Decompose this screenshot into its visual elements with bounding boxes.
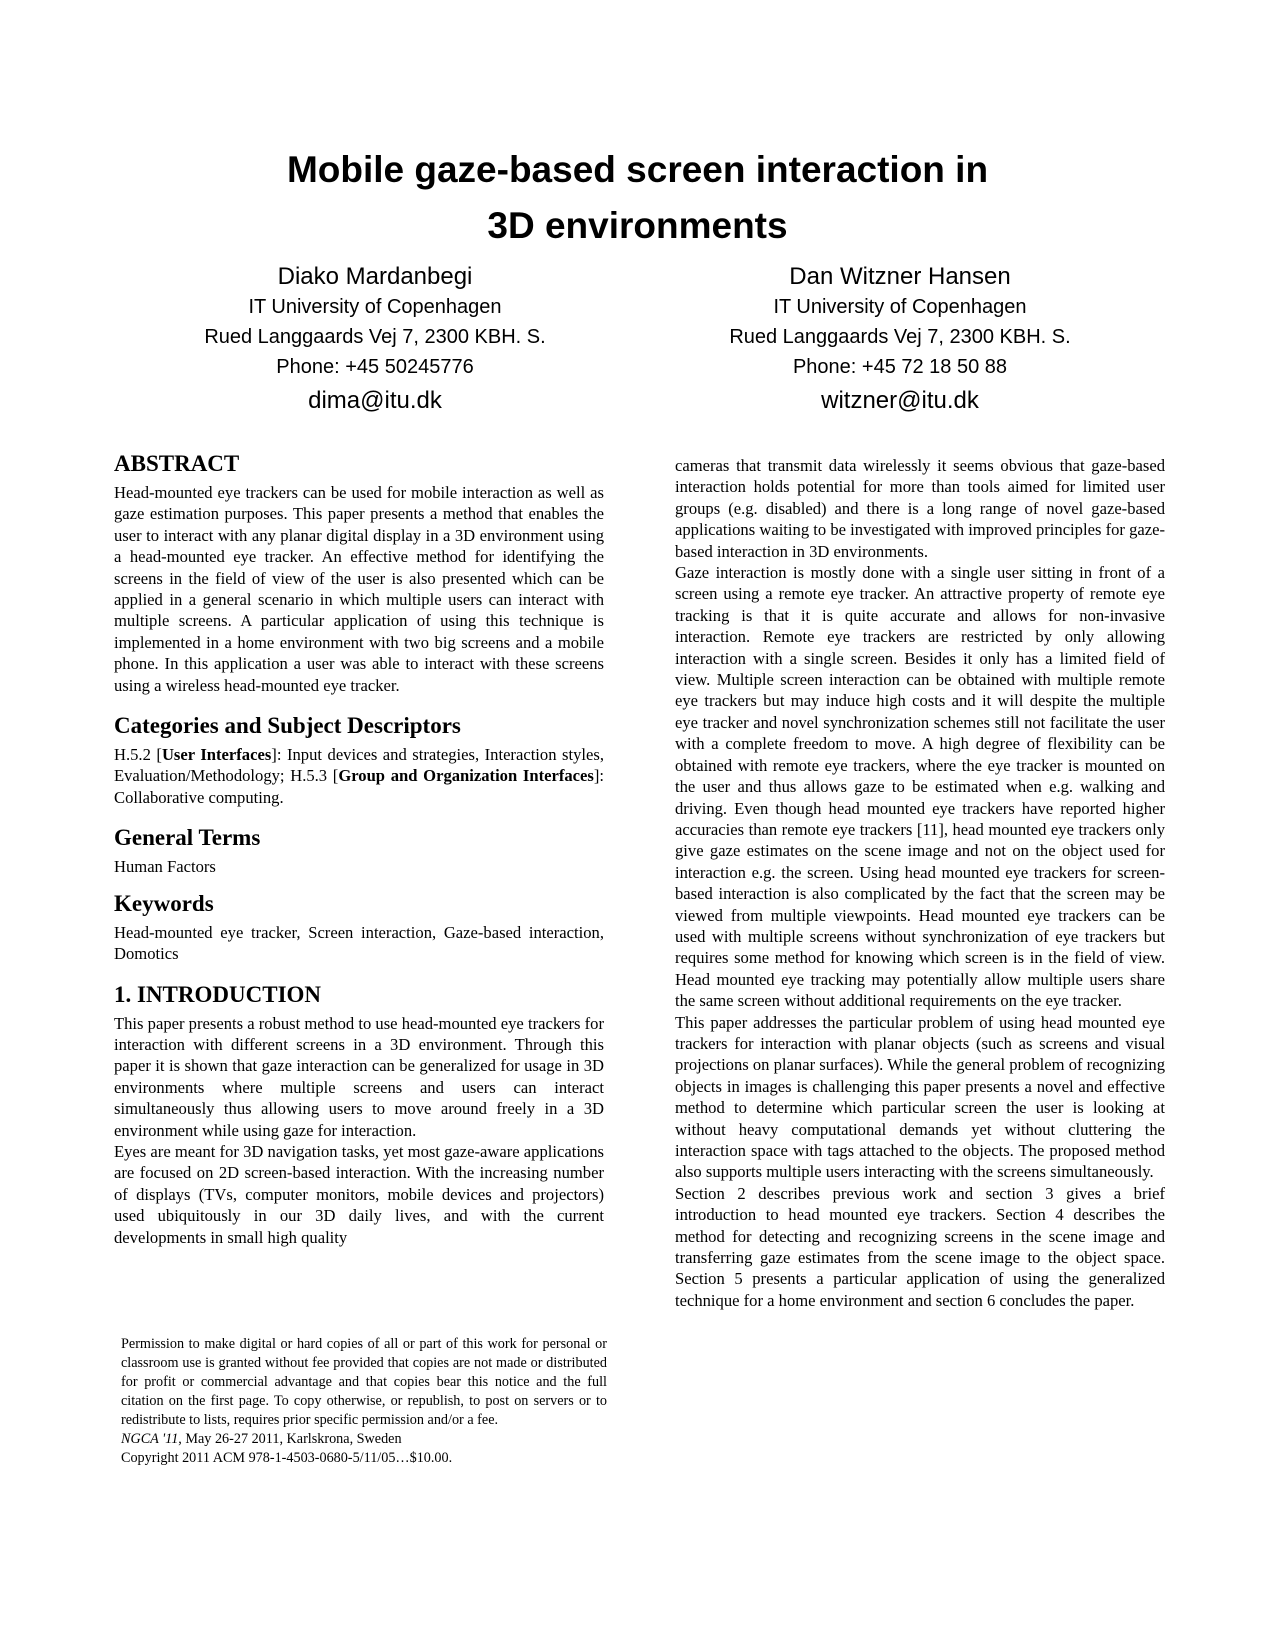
author-phone: Phone: +45 50245776 <box>276 356 474 378</box>
title-line-2: 3D environments <box>487 205 788 246</box>
permission-notice <box>121 1335 607 1468</box>
abstract-heading: ABSTRACT <box>114 451 240 476</box>
keywords-text: Head-mounted eye tracker, Screen interaction, Gaze-based interaction, Domotics <box>114 922 604 964</box>
body-paragraph: cameras that transmit data wirelessly it seems obvious that gaze-based interaction holds potential for more than tools aimed for limited user groups (e.g. disabled) and there is a long range of novel gaze-based applications waiting to be investigated with improved principles for gaze-based interaction in 3D environments. <box>675 456 1165 561</box>
categories-section <box>114 712 604 808</box>
keywords-heading: Keywords <box>114 890 214 916</box>
author-affiliation: IT University of Copenhagen <box>248 296 502 318</box>
ccs-bold-1: User Interfaces <box>161 745 272 765</box>
author-name: Dan Witzner Hansen <box>789 263 1011 290</box>
body-paragraph: Gaze interaction is mostly done with a single user sitting in front of a screen using a remote eye tracker. An attractive property of remote eye tracking is that it is quite accurate and allows for non-invasive interaction. Remote eye trackers are restricted by only allowing interaction with a single screen. Besides it only has a limited field of view. Multiple screen interaction can be obtained with multiple remote eye trackers but may induce high costs and it will despite the multiple eye tracker and novel synchronization schemes still not facilitate the user with a complete freedom to move. A high degree of flexibility can be obtained with remote eye trackers, where the eye tracker is mounted on the user and thus allows gaze to be estimated when e.g. walking and driving. Even though head mounted eye trackers have reported higher accuracies than remote eye trackers [11], head mounted eye trackers only give gaze estimates on the scene image and not on the object used for interaction e.g. the screen. Using head mounted eye trackers for screen-based interaction is also complicated by the fact that the screen may be viewed from multiple viewpoints. Head mounted eye trackers can be used with multiple screens without synchronization of eye trackers but requires some method for knowing which screen is in the field of view. Head mounted eye tracking may potentially allow multiple users share the same screen without additional requirements on the eye tracker. <box>675 563 1165 1011</box>
introduction-paragraph: This paper presents a robust method to use head-mounted eye trackers for interaction with different screens in a 3D environment. Through this paper it is shown that gaze interaction can be generalized for usage in 3D environments where multiple screens and users can interact simultaneously thus allowing users to move around freely in a 3D environment while using gaze for interaction. <box>114 1013 604 1140</box>
left-column <box>114 450 604 1264</box>
author-address: Rued Langgaards Vej 7, 2300 KBH. S. <box>729 326 1071 348</box>
paper-title <box>0 142 1275 254</box>
author-address: Rued Langgaards Vej 7, 2300 KBH. S. <box>204 326 546 348</box>
author-name: Diako Mardanbegi <box>277 263 473 290</box>
categories-text <box>114 744 604 808</box>
general-terms-section <box>114 824 604 877</box>
title-line-1: Mobile gaze-based screen interaction in <box>286 149 989 190</box>
venue-name: NGCA '11 <box>121 1431 179 1447</box>
author-email: witzner@itu.dk <box>821 387 979 414</box>
introduction-heading: 1. INTRODUCTION <box>114 981 322 1007</box>
author-block-2 <box>650 262 1150 418</box>
copyright-line: Copyright 2011 ACM 978-1-4503-0680-5/11/05…$10.00. <box>121 1450 453 1466</box>
introduction-paragraph: Eyes are meant for 3D navigation tasks, yet most gaze-aware applications are focused on 2D screen-based interaction. With the increasing number of displays (TVs, computer monitors, mobile devices and projectors) used ubiquitously in our 3D daily lives, and with the current developments in small high quality <box>114 1141 604 1247</box>
permission-text: Permission to make digital or hard copies of all or part of this work for personal or classroom use is granted without fee provided that copies are not made or distributed for profit or commercial advantage and that copies bear this notice and the full citation on the first page. To copy otherwise, or republish, to post on servers or to redistribute to lists, requires prior specific permission and/or a fee. <box>121 1336 607 1428</box>
abstract-section <box>114 450 604 696</box>
author-affiliation: IT University of Copenhagen <box>773 296 1027 318</box>
categories-heading: Categories and Subject Descriptors <box>114 713 461 739</box>
ccs-code: H.5.2 [ <box>114 745 162 765</box>
body-paragraph: Section 2 describes previous work and section 3 gives a brief introduction to head mounted eye trackers. Section 4 describes the method for detecting and recognizing screens in the scene image and transferring gaze estimates from the scene image to the object space. Section 5 presents a particular application of using the generalized technique for a home environment and section 6 concludes the paper. <box>675 1183 1165 1310</box>
ccs-bold-2: Group and Organization Interfaces <box>338 766 594 786</box>
ccs-text-1: ]: Input devices and strategies, Interaction styles, Evaluation/Methodology; H.5.3 [ <box>114 745 604 786</box>
abstract-text: Head-mounted eye trackers can be used for mobile interaction as well as gaze estimation purposes. This paper presents a method that enables the user to interact with any planar digital display in a 3D environment using a head-mounted eye tracker. An effective method for identifying the screens in the field of view of the user is also presented which can be applied in a general scenario in which multiple users can interact with multiple screens. A particular application of using this technique is implemented in a home environment with two big screens and a mobile phone. In this application a user was able to interact with these screens using a wireless head-mounted eye tracker. <box>114 483 604 695</box>
venue-line <box>121 1430 607 1449</box>
venue-details: , May 26-27 2011, Karlskrona, Sweden <box>178 1431 402 1447</box>
author-phone: Phone: +45 72 18 50 88 <box>792 356 1008 378</box>
keywords-section <box>114 890 604 965</box>
right-column <box>675 455 1165 1311</box>
author-email: dima@itu.dk <box>308 387 442 414</box>
body-paragraph: This paper addresses the particular problem of using head mounted eye trackers for interaction with planar objects (such as screens and visual projections on planar surfaces). While the general problem of recognizing objects in images is challenging this paper presents a novel and effective method to determine which particular screen the user is looking at without heavy computational demands yet without cluttering the interaction space with tags attached to the objects. The proposed method also supports multiple users interacting with the screens simultaneously. <box>675 1012 1165 1182</box>
general-terms-text: Human Factors <box>114 857 216 877</box>
general-terms-heading: General Terms <box>114 825 261 851</box>
introduction-section <box>114 981 604 1248</box>
ccs-text-2: ]: Collaborative computing. <box>114 766 604 807</box>
author-block-1 <box>125 262 625 418</box>
